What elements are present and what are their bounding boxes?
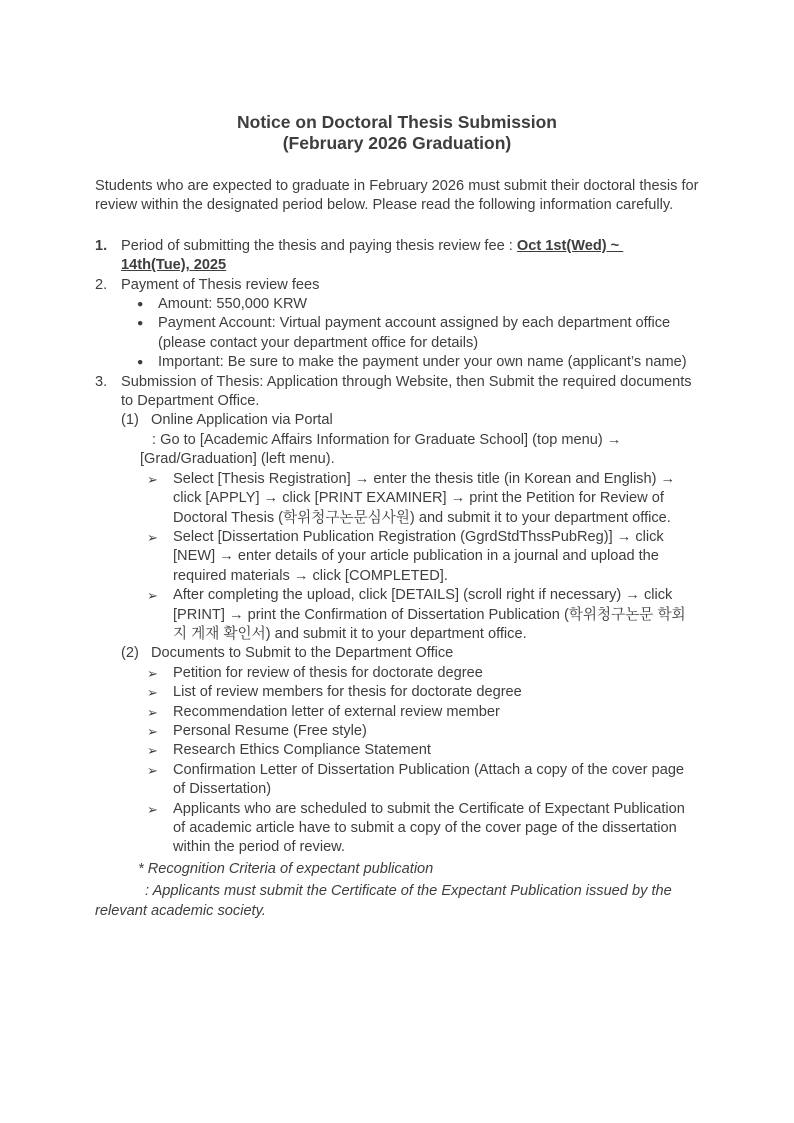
arrow-text: Select [Thesis Registration] → enter the thesis title (in Korean and English) → click [APPLY] → click [PRINT EXAMINER] → print the Petition for Review of Doctoral Thesis (학위청구논문심사원) and submit it to your department office.: [173, 470, 676, 526]
arrow-icon: ➢: [147, 801, 158, 817]
arrow-text: Confirmation Letter of Dissertation Publication (Attach a copy of the cover page of Dissertation): [173, 761, 685, 798]
subsection-title: Online Application via Portal: [151, 412, 333, 429]
list-item-thesis-submission: [95, 373, 699, 412]
arrow-icon: ➢: [147, 704, 158, 720]
intro-paragraph: Students who are expected to graduate in February 2026 must submit their doctoral thesis for review within the designated period below. Please read the following information carefully.: [95, 178, 699, 214]
item-number: 1.: [95, 237, 108, 254]
page-title: [95, 112, 699, 154]
arrow-icon: ➢: [147, 588, 158, 604]
period-label: Period of submitting the thesis and paying thesis review fee :: [121, 237, 517, 254]
arrow-text: Applicants who are scheduled to submit the Certificate of Expectant Publication of academic article have to submit a copy of the cover page of the dissertation within the period of review.: [173, 800, 685, 856]
deadline-highlight-continued: 14th(Tue), 2025: [121, 257, 227, 274]
arrow-item-confirmation-letter: [147, 761, 699, 800]
thesis-notice-list: [95, 237, 699, 921]
arrow-icon: ➢: [147, 529, 158, 545]
arrow-item-recommendation-letter: [147, 703, 699, 722]
arrow-text: Recommendation letter of external review member: [173, 703, 500, 720]
bullet-text: Amount: 550,000 KRW: [158, 296, 307, 313]
arrow-icon: ➢: [147, 685, 158, 701]
arrow-item-petition: [147, 664, 699, 683]
arrow-item-thesis-registration: [147, 470, 699, 528]
bullet-icon: ●: [137, 317, 144, 330]
bullet-text: Important: Be sure to make the payment under your own name (applicant’s name): [158, 354, 687, 371]
arrow-item-publication-registration: [147, 528, 699, 586]
arrow-icon: ➢: [147, 743, 158, 759]
arrow-text: List of review members for thesis for doctorate degree: [173, 684, 522, 701]
recognition-criteria-body: : Applicants must submit the Certificate of the Expectant Publication issued by the relevant academic society.: [95, 883, 672, 919]
recognition-criteria-heading: * Recognition Criteria of expectant publication: [138, 860, 434, 877]
item-number: 2.: [95, 276, 108, 293]
arrow-item-personal-resume: [147, 722, 699, 741]
arrow-text: After completing the upload, click [DETAILS] (scroll right if necessary) → click [PRINT] → print the Confirmation of Dissertation Publication (학위청구논문 학회지 게재 확인서) and submit it to your department office.: [173, 587, 686, 642]
subsection-title: Documents to Submit to the Department Office: [151, 645, 454, 662]
item-number: 3.: [95, 373, 108, 390]
arrow-text: Personal Resume (Free style): [173, 722, 367, 739]
item-text: [121, 237, 699, 276]
bullet-icon: ●: [137, 356, 144, 369]
bullet-text: Payment Account: Virtual payment account assigned by each department office (please contact your department office for details): [158, 315, 671, 351]
subsection-marker: (1): [121, 412, 139, 429]
bullet-item-payment-account: [137, 314, 699, 353]
arrow-item-review-members-list: [147, 683, 699, 702]
arrow-icon: ➢: [147, 665, 158, 681]
arrow-icon: ➢: [147, 762, 158, 778]
arrow-text: Research Ethics Compliance Statement: [173, 742, 431, 759]
deadline-highlight: Oct 1st(Wed) ~: [516, 237, 624, 254]
arrow-icon: ➢: [147, 723, 158, 739]
bullet-icon: ●: [137, 298, 144, 311]
subsection-online-application: [121, 411, 699, 430]
list-item-submission-period: [95, 237, 699, 276]
item-text: Submission of Thesis: Application through Website, then Submit the required documents to Department Office.: [121, 373, 692, 410]
arrow-text: Petition for review of thesis for doctorate degree: [173, 664, 483, 681]
arrow-text: Select [Dissertation Publication Registration (GgrdStdThssPubReg)] → click [NEW] → enter details of your article publication in a journal and upload the required materials → click [COMPLETED].: [173, 528, 664, 584]
subsection-marker: (2): [121, 645, 139, 662]
arrow-icon: ➢: [147, 471, 158, 487]
bullet-item-important: [137, 353, 699, 372]
title-line-1: Notice on Doctoral Thesis Submission: [237, 112, 557, 132]
arrow-item-print-confirmation: [147, 586, 699, 644]
portal-navigation-path: : Go to [Academic Affairs Information for Graduate School] (top menu) → [Grad/Graduation] (left menu).: [140, 431, 622, 468]
item-text: Payment of Thesis review fees: [121, 276, 320, 293]
list-item-payment: [95, 276, 699, 295]
title-line-2: (February 2026 Graduation): [282, 133, 512, 153]
bullet-item-amount: [137, 295, 699, 314]
arrow-item-ethics-statement: [147, 741, 699, 760]
arrow-item-expectant-publication: [147, 800, 699, 858]
subsection-documents: [121, 644, 699, 663]
